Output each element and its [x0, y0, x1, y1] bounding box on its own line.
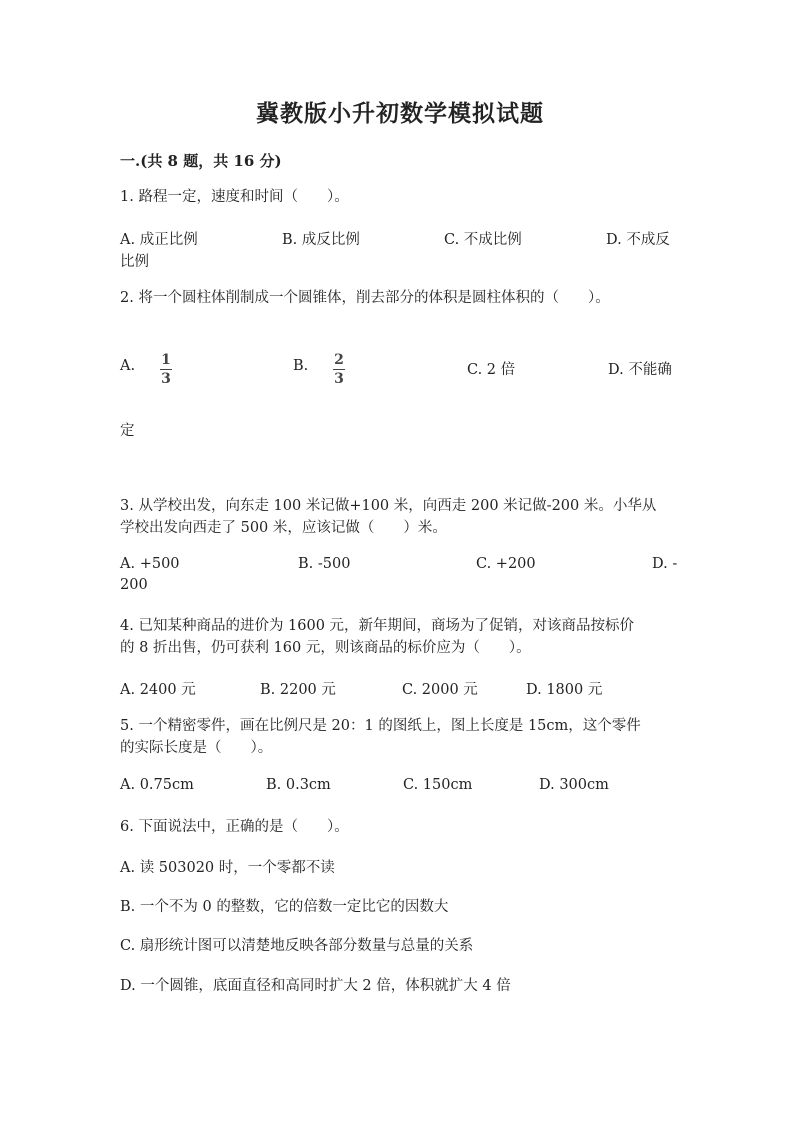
q3-option-a: A. +500: [120, 556, 180, 572]
q3-option-b: B. -500: [298, 556, 351, 572]
q5-option-c: C. 150cm: [403, 777, 473, 793]
q1-option-d: D. 不成反: [606, 232, 670, 248]
q6-option-d: D. 一个圆锥，底面直径和高同时扩大 2 倍，体积就扩大 4 倍: [120, 978, 511, 994]
page-title: 冀教版小升初数学模拟试题: [256, 100, 544, 127]
q6-option-a: A. 读 503020 时，一个零都不读: [120, 860, 335, 876]
q4-option-a: A. 2400 元: [120, 682, 196, 698]
question-6-text: 6. 下面说法中，正确的是（ ）。: [120, 819, 349, 835]
question-2-text: 2. 将一个圆柱体削制成一个圆锥体，削去部分的体积是圆柱体积的（ ）。: [120, 290, 610, 306]
q3-option-d-wrap: 200: [120, 577, 148, 593]
q5-option-d: D. 300cm: [539, 777, 609, 793]
q3-option-c: C. +200: [476, 556, 536, 572]
fraction-bar: [160, 369, 172, 370]
fraction-denominator: 3: [161, 371, 171, 388]
q3-option-d: D. -: [652, 556, 678, 572]
q4-option-d: D. 1800 元: [526, 682, 603, 698]
q1-option-c: C. 不成比例: [444, 232, 522, 248]
fraction-bar: [333, 369, 345, 370]
q1-option-a: A. 成正比例: [120, 232, 198, 248]
q5-option-b: B. 0.3cm: [266, 777, 331, 793]
q2-fraction-two-thirds: [333, 352, 345, 387]
question-4-line-2: 的 8 折出售，仍可获利 160 元，则该商品的标价应为（ ）。: [120, 640, 531, 656]
question-3-line-1: 3. 从学校出发，向东走 100 米记做+100 米，向西走 200 米记做-200 米。小华从: [120, 498, 657, 514]
q6-option-c: C. 扇形统计图可以清楚地反映各部分数量与总量的关系: [120, 938, 474, 954]
q5-option-a: A. 0.75cm: [120, 777, 194, 793]
fraction-numerator: 1: [161, 352, 171, 368]
question-4-line-1: 4. 已知某种商品的进价为 1600 元，新年期间，商场为了促销，对该商品按标价: [120, 618, 635, 634]
q2-fraction-one-third: [160, 352, 172, 387]
q6-option-b: B. 一个不为 0 的整数，它的倍数一定比它的因数大: [120, 899, 449, 915]
q2-option-b: B.: [293, 358, 309, 374]
q2-option-a: A.: [120, 358, 136, 374]
q1-option-b: B. 成反比例: [282, 232, 360, 248]
question-5-line-2: 的实际长度是（ ）。: [120, 740, 273, 756]
question-1-text: 1. 路程一定，速度和时间（ ）。: [120, 189, 349, 205]
q2-option-d: D. 不能确: [608, 362, 672, 378]
section-heading: 一.(共 8 题，共 16 分): [120, 152, 282, 170]
q1-option-d-wrap: 比例: [120, 254, 149, 270]
fraction-numerator: 2: [334, 352, 344, 368]
question-5-line-1: 5. 一个精密零件，画在比例尺是 20：1 的图纸上，图上长度是 15cm，这个零件: [120, 718, 641, 734]
question-3-line-2: 学校出发向西走了 500 米，应该记做（ ）米。: [120, 520, 447, 536]
q4-option-b: B. 2200 元: [260, 682, 336, 698]
q2-option-c: C. 2 倍: [467, 362, 516, 378]
q2-option-d-wrap: 定: [120, 423, 135, 439]
fraction-denominator: 3: [334, 371, 344, 388]
q4-option-c: C. 2000 元: [402, 682, 478, 698]
